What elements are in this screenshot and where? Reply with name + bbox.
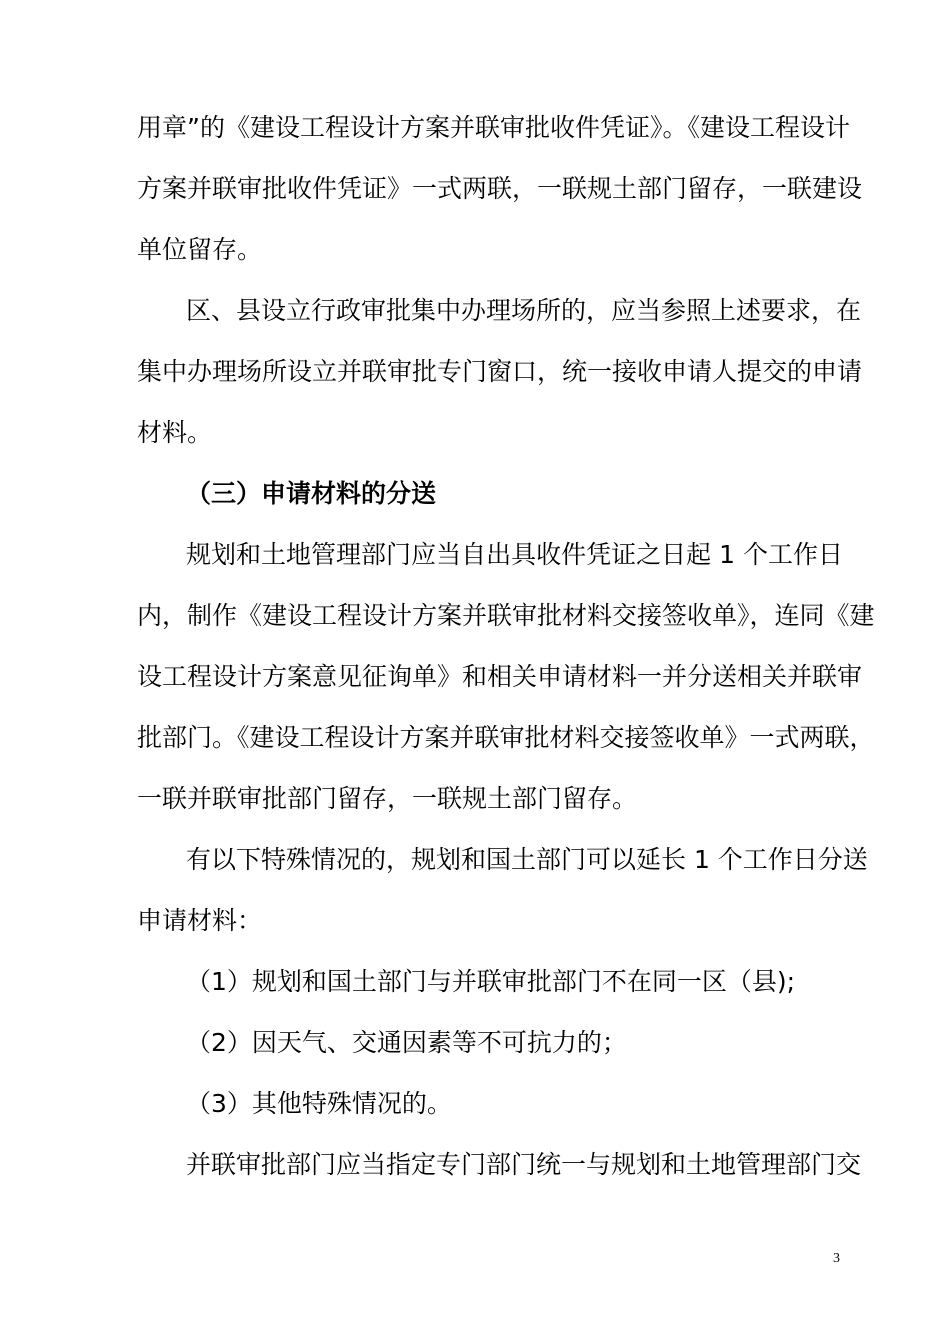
paragraph-line: 材料。 [137,418,213,447]
paragraph-line: 内，制作《建设工程设计方案并联审批材料交接签收单》，连同《建 [137,601,875,630]
paragraph-line: 一联并联审批部门留存，一联规土部门留存。 [137,784,638,813]
paragraph-line: 规划和土地管理部门应当自出具收件凭证之日起 1 个工作日 [186,540,843,569]
paragraph-line: 有以下特殊情况的，规划和国土部门可以延长 1 个工作日分送 [186,845,868,874]
paragraph-line: 申请材料： [137,906,263,935]
paragraph-line: 单位留存。 [137,235,263,264]
list-item: （1）规划和国土部门与并联审批部门不在同一区（县); [186,967,796,996]
paragraph-line: 方案并联审批收件凭证》一式两联，一联规土部门留存，一联建设 [137,174,863,203]
paragraph-line: 集中办理场所设立并联审批专门窗口，统一接收申请人提交的申请 [137,357,863,386]
list-item: （2）因天气、交通因素等不可抗力的； [186,1028,627,1057]
page-number: 3 [833,1251,840,1266]
paragraph-line: 区、县设立行政审批集中办理场所的，应当参照上述要求，在 [186,296,862,325]
section-heading: （三）申请材料的分送 [186,479,437,508]
paragraph-line: 并联审批部门应当指定专门部门统一与规划和土地管理部门交 [186,1150,862,1179]
paragraph-line: 批部门。《建设工程设计方案并联审批材料交接签收单》一式两联， [137,723,875,752]
paragraph-line: 用章”的《建设工程设计方案并联审批收件凭证》。《建设工程设计 [137,113,850,142]
paragraph-line: 设工程设计方案意见征询单》和相关申请材料一并分送相关并联审 [137,662,863,691]
list-item: （3）其他特殊情况的。 [186,1089,452,1118]
